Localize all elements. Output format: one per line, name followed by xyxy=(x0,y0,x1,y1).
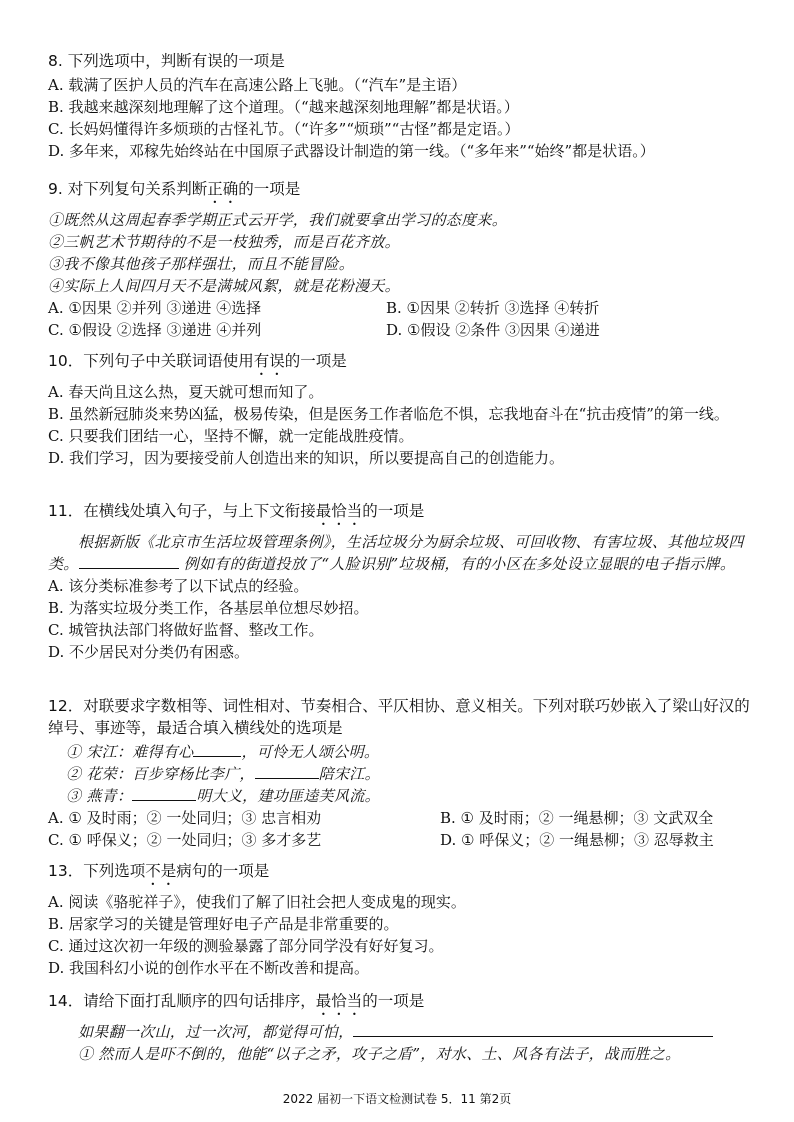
fill-blank xyxy=(132,785,196,801)
question-11-title xyxy=(48,500,760,529)
q13-option-b: B. 居家学习的关键是管理好电子产品是非常重要的。 xyxy=(48,915,399,933)
title-text: 13．下列选项 xyxy=(48,862,146,880)
fill-blank xyxy=(193,741,241,757)
couplet-text: 明大义，建功匪逵芙风流。 xyxy=(196,787,380,805)
emphasized-word: 最恰当 xyxy=(315,992,363,1010)
question-8-title: 8. 下列选项中，判断有误的一项是 xyxy=(48,52,285,70)
q12-option-c: C. ① 呼保义；② 一处同归；③ 多才多艺 xyxy=(48,831,322,849)
q8-option-d: D. 多年来，邓稼先始终站在中国原子武器设计制造的第一线。（“多年来”“始终”都是状语。） xyxy=(48,142,655,160)
q9-option-b: B. ①因果 ②转折 ③选择 ④转折 xyxy=(386,299,600,317)
q13-option-c: C. 通过这次初一年级的测验暴露了部分同学没有好好复习。 xyxy=(48,937,444,955)
passage-text: 根据新版《北京市生活垃圾管理条例》，生活垃圾分为厨余垃圾、可回收物、有害垃圾、其他垃圾四类。 xyxy=(48,533,744,573)
q9-sentence-1: ①既然从这周起春季学期正式云开学，我们就要拿出学习的态度来。 xyxy=(48,211,508,229)
fill-blank xyxy=(353,1021,713,1037)
q8-option-a: A. 载满了医护人员的汽车在高速公路上飞驰。（“汽车”是主语） xyxy=(48,76,467,94)
q10-option-a: A. 春天尚且这么热，夏天就可想而知了。 xyxy=(48,383,324,401)
question-11 xyxy=(48,500,760,663)
page-footer: 2022 届初一下语文检测试卷 5．11 第2页 xyxy=(282,1092,512,1106)
q9-option-c: C. ①假设 ②选择 ③递进 ④并列 xyxy=(48,321,262,339)
title-text: 9. 对下列复句关系判断 xyxy=(48,180,208,198)
title-text: 的一项是 xyxy=(238,180,301,198)
couplet-text: ③ 燕青： xyxy=(66,787,133,805)
q14-lead xyxy=(48,1021,760,1043)
q13-option-d: D. 我国科幻小说的创作水平在不断改善和提高。 xyxy=(48,959,370,977)
q14-item-1: ① 然而人是吓不倒的，他能“以子之矛，攻子之盾”，对水、土、风各有法子，战而胜之。 xyxy=(78,1045,681,1063)
title-text: 的一项是 xyxy=(362,502,425,520)
question-9-title xyxy=(48,178,760,207)
q12-option-a: A. ① 及时雨；② 一处同归；③ 忠言相劝 xyxy=(48,809,322,827)
q12-options xyxy=(48,807,760,851)
couplet-text: ，可怜无人颂公明。 xyxy=(241,743,380,761)
q8-option-c: C. 长妈妈懂得许多烦琐的古怪礼节。（“许多”“烦琐”“古怪”都是定语。） xyxy=(48,120,520,138)
q12-option-b: B. ① 及时雨；② 一绳悬柳；③ 文武双全 xyxy=(440,809,714,827)
q9-option-a: A. ①因果 ②并列 ③递进 ④选择 xyxy=(48,299,262,317)
passage-text: 例如有的街道投放了“人脸识别”垃圾桶，有的小区在多处设立显眼的电子指示牌。 xyxy=(178,555,736,573)
question-12-title: 12．对联要求字数相等、词性相对、节奏相合、平仄相协、意义相关。下列对联巧妙嵌入了梁山好汉的绰号、事迹等，最适合填入横线处的选项是 xyxy=(48,697,750,737)
q9-sentence-3: ③我不像其他孩子那样强壮，而且不能冒险。 xyxy=(48,255,355,273)
q12-option-d: D. ① 呼保义；② 一绳悬柳；③ 忍辱救主 xyxy=(440,831,714,849)
q10-option-c: C. 只要我们团结一心，坚持不懈，就一定能战胜疫情。 xyxy=(48,427,414,445)
title-text: 的一项是 xyxy=(284,352,347,370)
emphasized-word: 有误 xyxy=(253,352,285,370)
q12-couplet-3 xyxy=(48,785,760,807)
lead-text: 如果翻一次山，过一次河，都觉得可怕， xyxy=(78,1023,354,1041)
q9-options xyxy=(48,297,760,341)
q13-option-a: A. 阅读《骆驼祥子》，使我们了解了旧社会把人变成鬼的现实。 xyxy=(48,893,466,911)
couplet-text: ① 宋江：难得有心 xyxy=(66,743,194,761)
q12-couplet-1 xyxy=(48,741,760,763)
title-text: 的一项是 xyxy=(362,992,425,1010)
fill-blank xyxy=(255,763,319,779)
q10-option-d: D. 我们学习，因为要接受前人创造出来的知识，所以要提高自己的创造能力。 xyxy=(48,449,565,467)
emphasized-word: 最恰当 xyxy=(315,502,363,520)
question-12 xyxy=(48,695,760,851)
title-text: 10．下列句子中关联词语使用 xyxy=(48,352,254,370)
q11-option-a: A. 该分类标准参考了以下试点的经验。 xyxy=(48,577,309,595)
question-13 xyxy=(48,860,760,979)
question-13-title xyxy=(48,860,760,889)
question-10-title xyxy=(48,350,760,379)
emphasized-word: 正确 xyxy=(207,180,239,198)
question-14 xyxy=(48,990,760,1065)
q11-option-c: C. 城管执法部门将做好监督、整改工作。 xyxy=(48,621,324,639)
q8-option-b: B. 我越来越深刻地理解了这个道理。（“越来越深刻地理解”都是状语。） xyxy=(48,98,519,116)
q9-sentence-2: ②三帆艺术节期待的不是一枝独秀，而是百花齐放。 xyxy=(48,233,400,251)
question-10 xyxy=(48,350,760,469)
q11-option-b: B. 为落实垃圾分类工作，各基层单位想尽妙招。 xyxy=(48,599,369,617)
question-9 xyxy=(48,178,760,341)
q12-couplet-2 xyxy=(48,763,760,785)
q9-option-d: D. ①假设 ②条件 ③因果 ④递进 xyxy=(386,321,600,339)
question-14-title xyxy=(48,990,760,1019)
couplet-text: 陪宋江。 xyxy=(318,765,380,783)
q9-sentence-4: ④实际上人间四月天不是满城风絮，就是花粉漫天。 xyxy=(48,277,400,295)
q11-option-d: D. 不少居民对分类仍有困惑。 xyxy=(48,643,250,661)
q10-option-b: B. 虽然新冠肺炎来势凶猛，极易传染，但是医务工作者临危不惧，忘我地奋斗在“抗击疫情”的第一线。 xyxy=(48,405,729,423)
title-text: 11．在横线处填入句子，与上下文衔接 xyxy=(48,502,316,520)
emphasized-word: 不是 xyxy=(145,862,177,880)
title-text: 14．请给下面打乱顺序的四句话排序， xyxy=(48,992,316,1010)
question-8 xyxy=(48,50,760,162)
title-text: 病句的一项是 xyxy=(176,862,270,880)
couplet-text: ② 花荣：百步穿杨比李广， xyxy=(66,765,255,783)
q11-passage xyxy=(48,531,760,575)
fill-blank xyxy=(79,553,179,569)
